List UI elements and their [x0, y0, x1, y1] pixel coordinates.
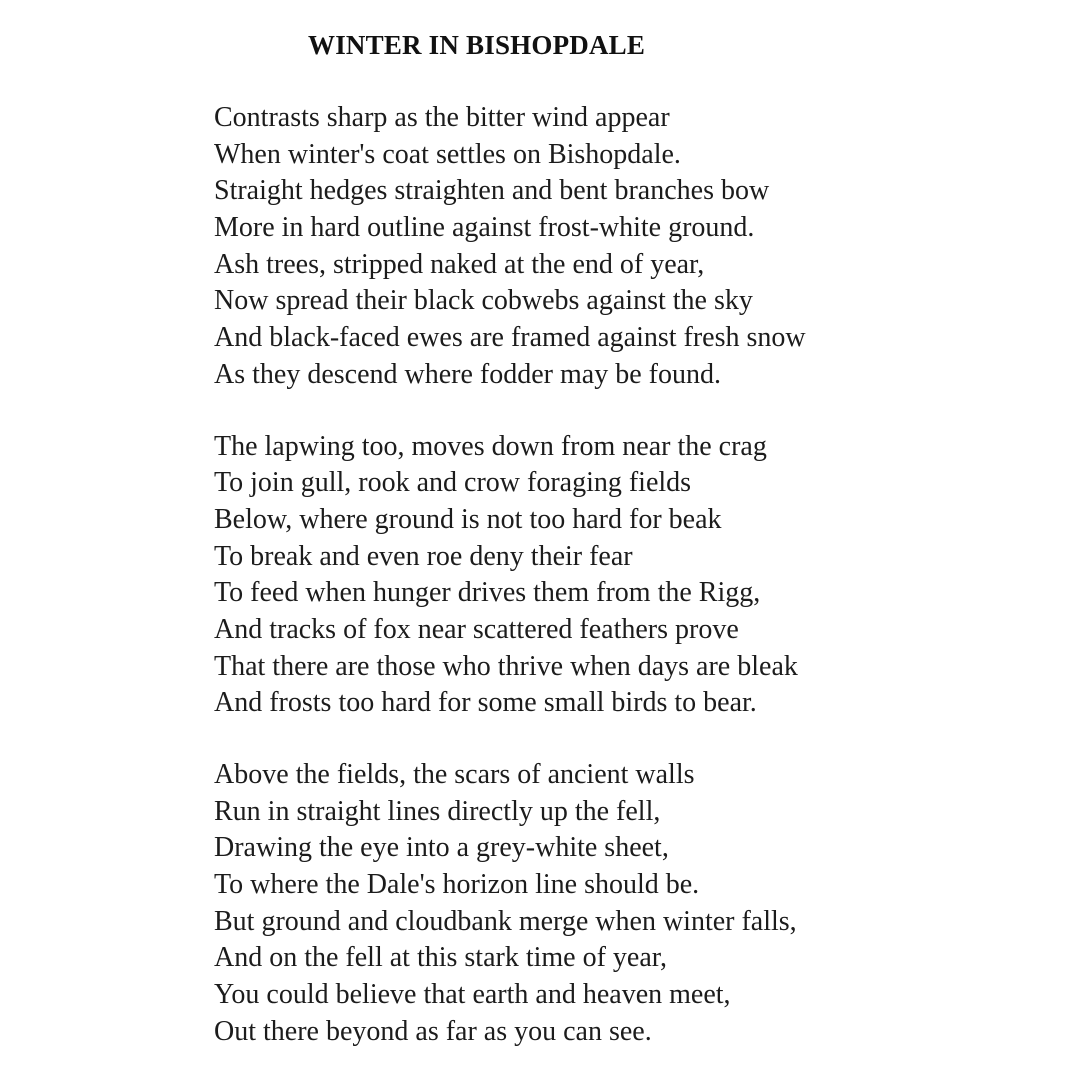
stanza-1 — [214, 100, 1034, 394]
stanza-3 — [214, 757, 1034, 1051]
poem-line: And tracks of fox near scattered feathers prove — [214, 613, 739, 645]
stanza-2 — [214, 429, 1034, 723]
poem-line: That there are those who thrive when days are bleak — [214, 650, 798, 682]
poem-line: More in hard outline against frost-white ground. — [214, 212, 755, 244]
poem-title: WINTER IN BISHOPDALE — [308, 30, 646, 60]
poem-line: Drawing the eye into a grey-white sheet, — [214, 832, 669, 864]
poem-line: To break and even roe deny their fear — [214, 540, 633, 572]
poem-line: And on the fell at this stark time of year, — [214, 942, 667, 974]
poem-line: To where the Dale's horizon line should be. — [214, 869, 700, 901]
poem-body — [214, 100, 1034, 1086]
poem-line: Below, where ground is not too hard for beak — [214, 503, 722, 535]
poem-line: The lapwing too, moves down from near the crag — [214, 430, 767, 462]
poem-line: As they descend where fodder may be found. — [214, 358, 721, 390]
poem-line: Above the fields, the scars of ancient walls — [214, 759, 695, 790]
poem-line: To join gull, rook and crow foraging fields — [214, 467, 692, 499]
poem-line: Contrasts sharp as the bitter wind appear — [214, 102, 670, 133]
poem-line: Straight hedges straighten and bent branches bow — [214, 175, 770, 207]
poem-line: And black-faced ewes are framed against fresh snow — [214, 322, 806, 354]
poem-line: Out there beyond as far as you can see. — [214, 1015, 652, 1047]
poem-line: Run in straight lines directly up the fell, — [214, 795, 661, 827]
poem-line: Now spread their black cobwebs against the sky — [214, 285, 753, 317]
poem-line: Ash trees, stripped naked at the end of year, — [214, 248, 705, 280]
poem-line: And frosts too hard for some small birds to bear. — [214, 687, 757, 719]
poem-line: To feed when hunger drives them from the Rigg, — [214, 577, 761, 609]
poem-line: You could believe that earth and heaven meet, — [214, 979, 731, 1011]
poem-line: When winter's coat settles on Bishopdale. — [214, 138, 681, 170]
poem-line: But ground and cloudbank merge when winter falls, — [214, 905, 797, 937]
